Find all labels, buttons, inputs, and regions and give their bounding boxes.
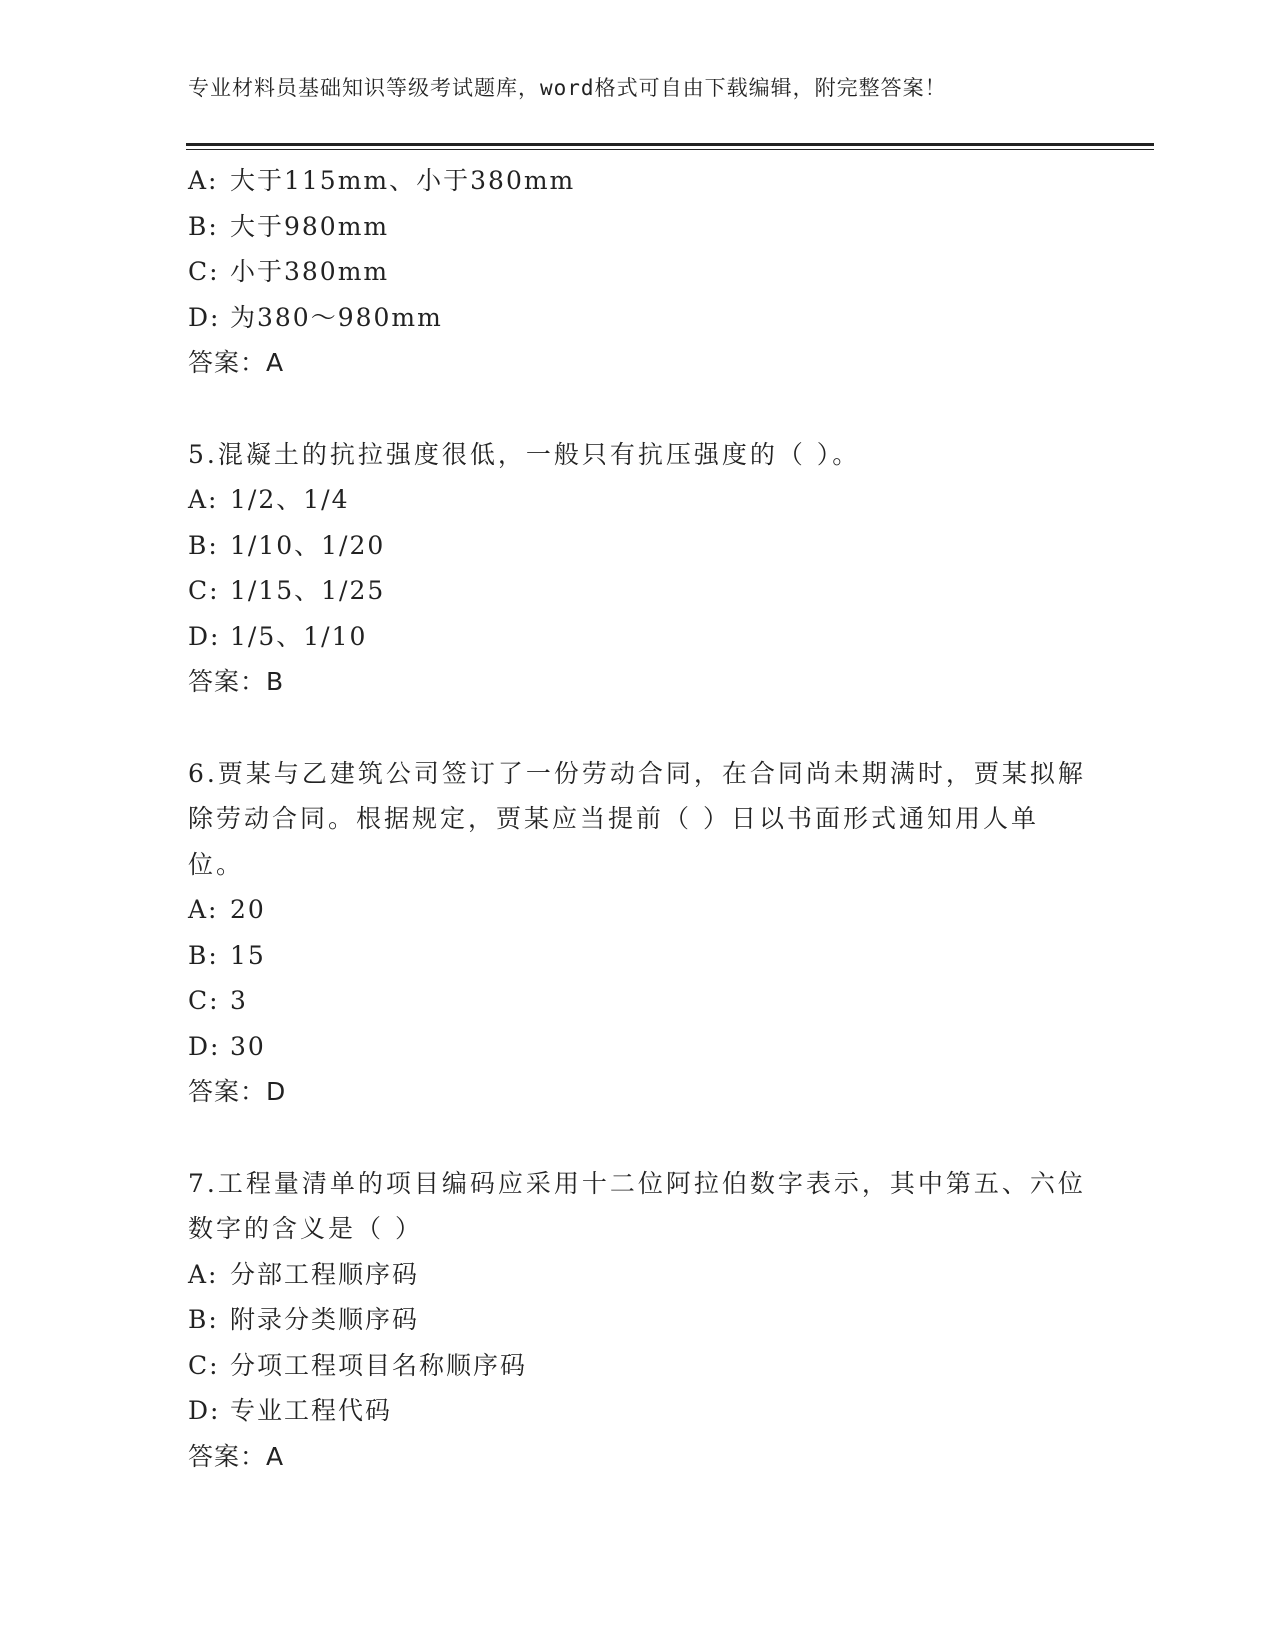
option-text: 大于115mm、小于380mm: [230, 166, 576, 195]
option-label: A:: [188, 166, 219, 195]
option-c: [188, 568, 1088, 614]
option-label: B:: [188, 211, 219, 241]
option-d: [188, 1388, 1088, 1434]
option-label: C:: [188, 576, 220, 605]
option-b: [188, 933, 1088, 979]
answer-line: 答案：A: [188, 348, 285, 377]
spacer: [188, 1115, 1088, 1161]
option-c: [188, 1343, 1088, 1389]
option-a: [188, 1252, 1088, 1298]
option-label: D:: [188, 621, 221, 651]
option-a: [188, 158, 1088, 204]
option-text: 20: [230, 895, 266, 924]
question-block: [188, 158, 1088, 386]
answer-line: 答案：B: [188, 667, 285, 696]
option-text: 专业工程代码: [230, 1396, 393, 1425]
option-label: D:: [188, 302, 221, 332]
option-label: C:: [188, 1350, 220, 1380]
question-text: 5.混凝土的抗拉强度很低，一般只有抗压强度的（ ）。: [188, 439, 861, 469]
option-text: 分部工程顺序码: [230, 1259, 420, 1289]
option-text: 为380～980mm: [230, 302, 443, 332]
option-label: B:: [188, 940, 219, 970]
question-block: [188, 1161, 1088, 1480]
page-header: 专业材料员基础知识等级考试题库，word格式可自由下载编辑，附完整答案！: [188, 76, 947, 100]
option-label: D:: [188, 1031, 221, 1061]
option-label: C:: [188, 257, 220, 286]
option-d: [188, 614, 1088, 660]
answer-line: 答案：A: [188, 1441, 285, 1471]
option-text: 1/15、1/25: [230, 576, 386, 605]
option-b: [188, 523, 1088, 569]
option-a: [188, 477, 1088, 523]
option-b: [188, 204, 1088, 250]
spacer: [188, 705, 1088, 751]
option-text: 1/2、1/4: [230, 485, 350, 514]
option-c: [188, 249, 1088, 295]
option-c: [188, 978, 1088, 1024]
option-text: 附录分类顺序码: [230, 1305, 420, 1334]
option-b: [188, 1297, 1088, 1343]
option-text: 大于980mm: [230, 211, 390, 241]
option-text: 1/5、1/10: [230, 621, 368, 651]
option-label: A:: [188, 895, 219, 924]
header-rule-thin: [186, 149, 1154, 150]
option-text: 3: [230, 986, 248, 1015]
option-text: 1/10、1/20: [230, 530, 386, 560]
question-text: 7.工程量清单的项目编码应采用十二位阿拉伯数字表示，其中第五、六位数字的含义是（ ）: [188, 1168, 1086, 1243]
question-block: [188, 432, 1088, 705]
answer-line: 答案：D: [188, 1077, 287, 1106]
option-label: B:: [188, 1305, 219, 1334]
option-text: 15: [230, 940, 266, 970]
option-label: B:: [188, 530, 219, 560]
header-rule-thick: [186, 143, 1154, 146]
question-text: 6.贾某与乙建筑公司签订了一份劳动合同，在合同尚未期满时，贾某拟解除劳动合同。根据规定，贾某应当提前（ ）日以书面形式通知用人单位。: [188, 758, 1086, 879]
option-label: A:: [188, 1259, 219, 1289]
option-text: 分项工程项目名称顺序码: [230, 1350, 528, 1380]
option-text: 30: [230, 1031, 266, 1061]
option-label: A:: [188, 485, 219, 514]
question-list: [188, 158, 1088, 1479]
spacer: [188, 386, 1088, 432]
option-label: C:: [188, 986, 220, 1015]
option-label: D:: [188, 1396, 221, 1425]
question-block: [188, 751, 1088, 1115]
option-text: 小于380mm: [230, 257, 390, 286]
option-a: [188, 887, 1088, 933]
option-d: [188, 295, 1088, 341]
option-d: [188, 1024, 1088, 1070]
